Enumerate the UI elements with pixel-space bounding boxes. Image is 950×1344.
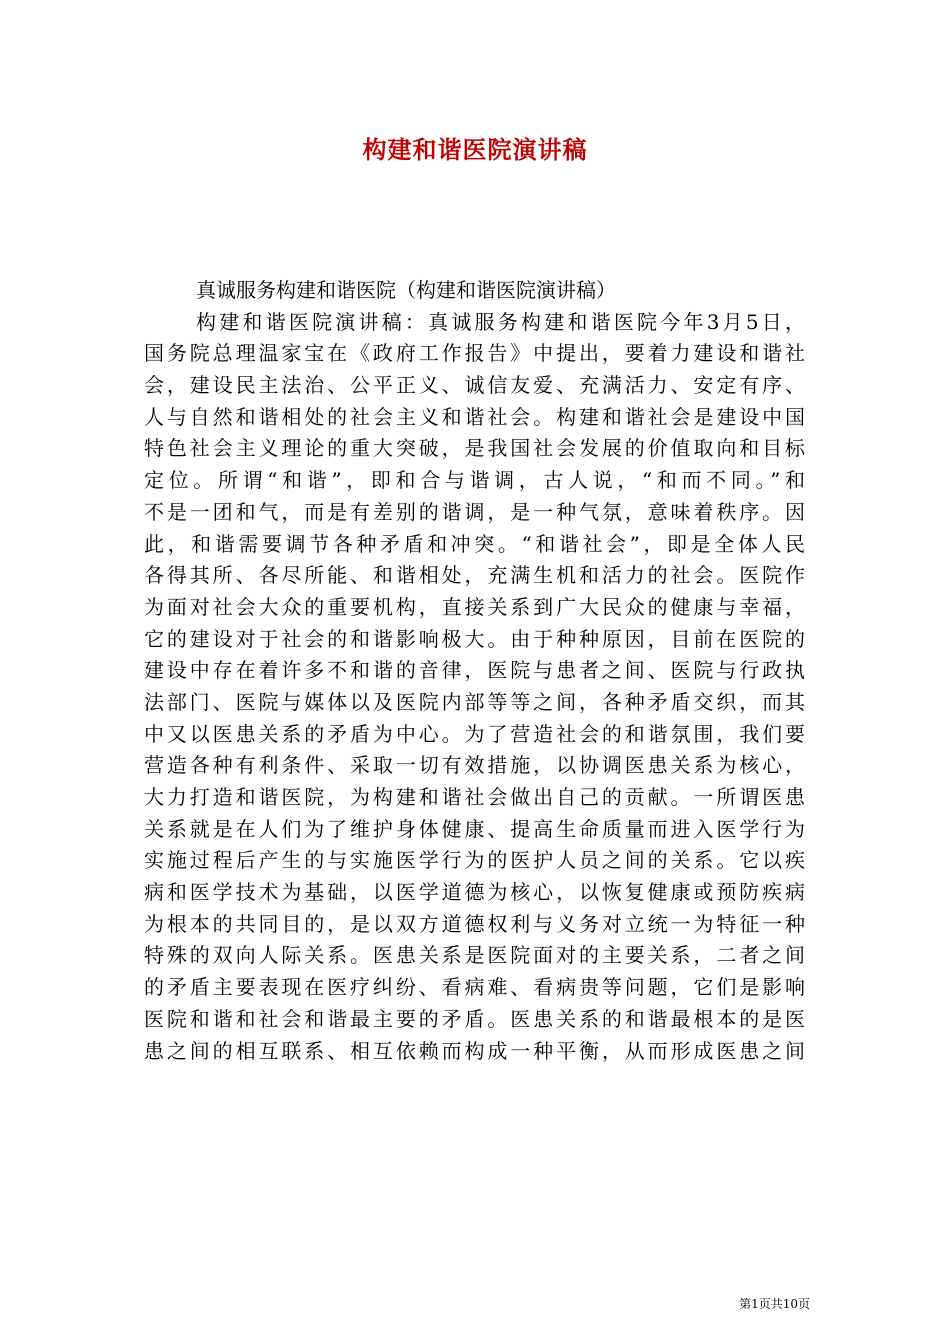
paragraph-line: 法部门、医院与媒体以及医院内部等等之间，各种矛盾交织，而其: [144, 689, 805, 714]
paragraph-line: 此，和谐需要调节各种矛盾和冲突。“和谐社会”，即是全体人民: [144, 531, 805, 556]
paragraph-line: 为根本的共同目的，是以双方道德权利与义务对立统一为特征一种: [144, 911, 805, 936]
paragraph-line: 大力打造和谐医院，为构建和谐社会做出自己的贡献。一所谓医患: [144, 785, 805, 809]
paragraph-line: 定位。所谓“和谐”，即和合与谐调，古人说，“和而不同。”和: [144, 468, 805, 493]
paragraph-line: 它的建设对于社会的和谐影响极大。由于种种原因，目前在医院的: [144, 626, 805, 651]
page-number-footer: 第1页共10页: [739, 1297, 810, 1311]
paragraph-line: 构建和谐医院演讲稿：真诚服务构建和谐医院今年3月5日，: [196, 309, 805, 334]
paragraph-line: 患之间的相互联系、相互依赖而构成一种平衡，从而形成医患之间: [144, 1038, 805, 1063]
paragraph-line: 特殊的双向人际关系。医患关系是医院面对的主要关系，二者之间: [144, 943, 805, 968]
paragraph-line: 特色社会主义理论的重大突破，是我国社会发展的价值取向和目标: [144, 436, 805, 461]
paragraph-line: 真诚服务构建和谐医院（构建和谐医院演讲稿）: [196, 278, 616, 302]
paragraph-line: 会，建设民主法治、公平正义、诚信友爱、充满活力、安定有序、: [144, 373, 805, 398]
document-title: 构建和谐医院演讲稿: [362, 135, 588, 164]
paragraph-line: 营造各种有利条件、采取一切有效措施，以协调医患关系为核心，: [144, 753, 805, 778]
paragraph-line: 的矛盾主要表现在医疗纠纷、看病难、看病贵等问题，它们是影响: [144, 975, 805, 1000]
paragraph-line: 不是一团和气，而是有差别的谐调，是一种气氛，意味着秩序。因: [144, 499, 805, 524]
paragraph-line: 医院和谐和社会和谐最主要的矛盾。医患关系的和谐最根本的是医: [144, 1006, 805, 1031]
paragraph-line: 国务院总理温家宝在《政府工作报告》中提出，要着力建设和谐社: [144, 341, 805, 366]
paragraph-line: 中又以医患关系的矛盾为中心。为了营造社会的和谐氛围，我们要: [144, 721, 805, 746]
paragraph-line: 关系就是在人们为了维护身体健康、提高生命质量而进入医学行为: [144, 816, 805, 841]
paragraph-line: 病和医学技术为基础，以医学道德为核心，以恢复健康或预防疾病: [144, 880, 805, 905]
paragraph-line: 为面对社会大众的重要机构，直接关系到广大民众的健康与幸福，: [144, 594, 805, 619]
paragraph-line: 建设中存在着许多不和谐的音律，医院与患者之间、医院与行政执: [144, 658, 805, 683]
paragraph-line: 人与自然和谐相处的社会主义和谐社会。构建和谐社会是建设中国: [144, 404, 805, 429]
paragraph-line: 实施过程后产生的与实施医学行为的医护人员之间的关系。它以疾: [144, 848, 805, 873]
document-body: [144, 275, 805, 1067]
paragraph-line: 各得其所、各尽所能、和谐相处，充满生机和活力的社会。医院作: [144, 563, 805, 588]
